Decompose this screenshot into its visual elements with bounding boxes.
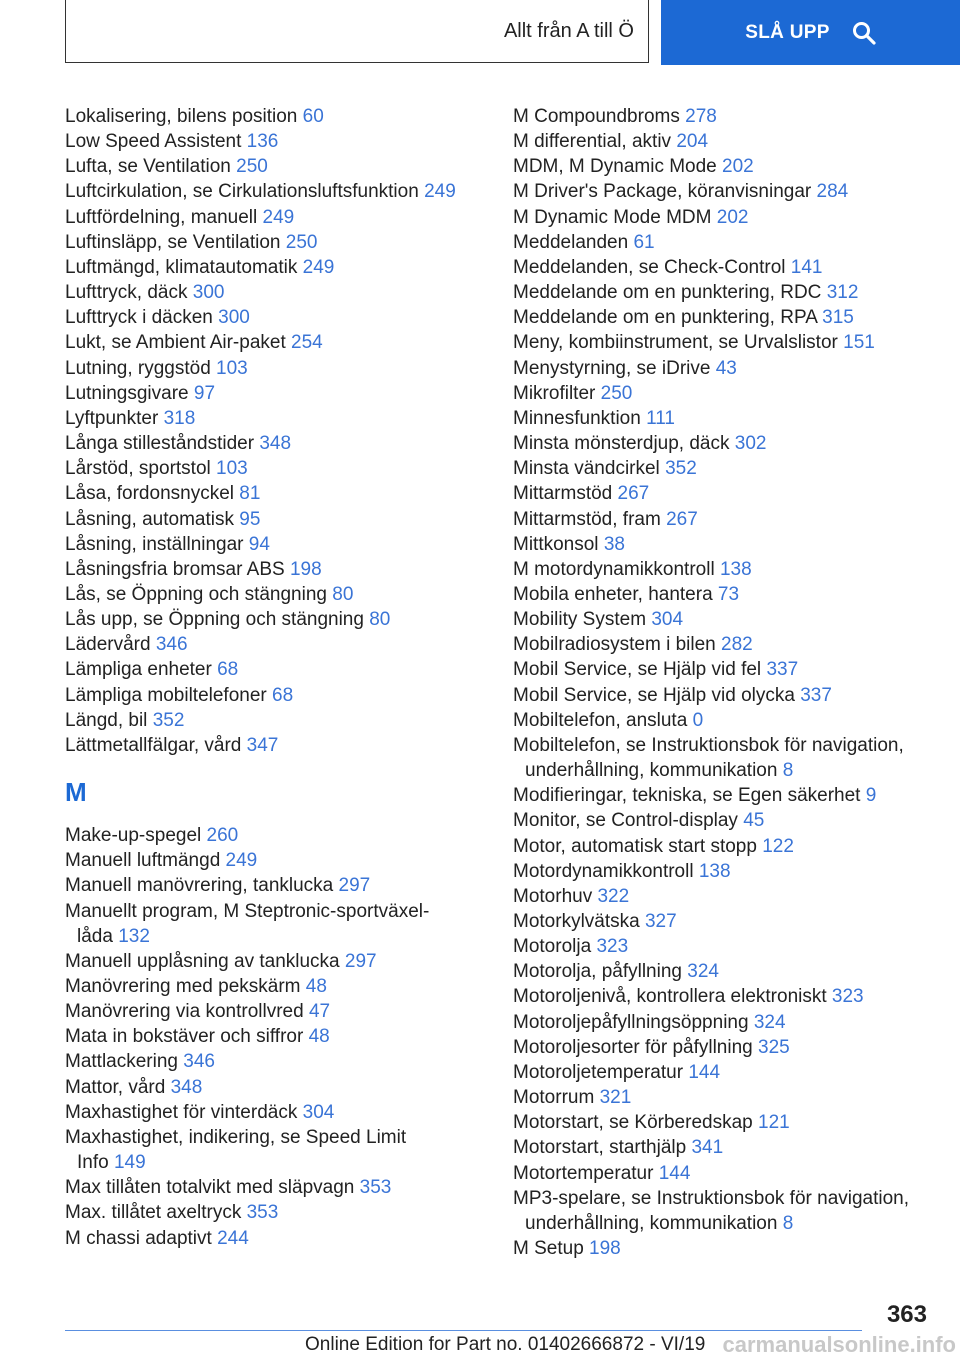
entry-text: Lämpliga enheter bbox=[65, 659, 212, 681]
entry-text: Mobil Service, se Hjälp vid olycka bbox=[513, 684, 795, 706]
entry-text: Mobiltelefon, ansluta bbox=[513, 709, 688, 731]
page-link[interactable]: 352 bbox=[665, 458, 697, 480]
entry-text: Minnesfunktion bbox=[513, 407, 641, 429]
entry-text: Motorkylvätska bbox=[513, 911, 640, 932]
entry-text: Lättmetallfälgar, vård bbox=[65, 734, 242, 756]
entry-text: Manuell luftmängd bbox=[65, 850, 221, 872]
entry-text: Motordynamikkontroll bbox=[513, 860, 694, 882]
page-link[interactable]: 249 bbox=[262, 206, 295, 228]
page-link[interactable]: 250 bbox=[600, 382, 633, 404]
entry-text: MP3-spelare, se Instruktionsbok för navigation, bbox=[513, 1187, 910, 1209]
page-link[interactable]: 304 bbox=[651, 609, 684, 631]
page-link[interactable]: 312 bbox=[826, 282, 859, 304]
index-entry bbox=[513, 632, 953, 657]
page-link[interactable]: 315 bbox=[822, 307, 854, 329]
page-link[interactable]: 8 bbox=[782, 1212, 794, 1234]
page-link[interactable]: 111 bbox=[646, 407, 675, 429]
page-link[interactable]: 68 bbox=[217, 659, 239, 681]
index-entry bbox=[513, 884, 953, 909]
index-entry bbox=[65, 733, 495, 758]
index-entry bbox=[65, 1226, 495, 1251]
entry-text: Modifieringar, tekniska, se Egen säkerhet bbox=[513, 785, 861, 807]
entry-text: Lufttryck, däck bbox=[65, 282, 188, 304]
index-entry bbox=[65, 179, 495, 204]
page-link[interactable]: 198 bbox=[289, 558, 322, 580]
footer-divider bbox=[65, 1330, 862, 1331]
index-entry bbox=[513, 104, 953, 129]
entry-text: Lyftpunkter bbox=[65, 407, 159, 429]
entry-text: Lokalisering, bilens position bbox=[65, 106, 298, 127]
page-link[interactable]: 80 bbox=[369, 609, 391, 631]
index-entry bbox=[65, 356, 495, 381]
page-link[interactable]: 81 bbox=[239, 483, 261, 505]
entry-text: MDM, M Dynamic Mode bbox=[513, 156, 717, 178]
entry-text: Maxhastighet, indikering, se Speed Limit bbox=[65, 1126, 407, 1148]
index-entry bbox=[513, 859, 953, 884]
entry-text: Låsningsfria bromsar ABS bbox=[65, 558, 285, 580]
entry-text: Lufttryck i däcken bbox=[65, 307, 213, 329]
entry-text: Menystyrning, se iDrive bbox=[513, 357, 711, 379]
entry-text: Motorrum bbox=[513, 1087, 595, 1109]
section-title: Allt från A till Ö bbox=[503, 19, 634, 42]
page-link[interactable]: 144 bbox=[688, 1061, 721, 1083]
page-link[interactable]: 136 bbox=[246, 131, 279, 153]
entry-text: Max tillåten totalvikt med släpvagn bbox=[65, 1177, 355, 1199]
page-link[interactable]: 327 bbox=[644, 911, 677, 932]
entry-text: Max. tillåtet axeltryck bbox=[65, 1202, 242, 1224]
entry-text: Minsta mönsterdjup, däck bbox=[513, 433, 730, 455]
index-entry bbox=[65, 949, 495, 974]
page-link[interactable]: 297 bbox=[344, 950, 377, 972]
entry-text: Låsning, automatisk bbox=[65, 508, 234, 530]
page-link[interactable]: 346 bbox=[155, 634, 188, 656]
entry-text: Lås, se Öppning och stängning bbox=[65, 583, 327, 605]
index-entry bbox=[513, 1035, 953, 1060]
entry-text: Meny, kombiinstrument, se Urvalslistor bbox=[513, 332, 838, 354]
entry-text: M chassi adaptivt bbox=[65, 1227, 212, 1249]
page-link[interactable]: 346 bbox=[183, 1051, 215, 1073]
page-link[interactable]: 267 bbox=[666, 508, 698, 530]
page-link[interactable]: 323 bbox=[831, 986, 864, 1008]
index-entry bbox=[65, 104, 495, 129]
index-entry bbox=[65, 899, 495, 949]
entry-text: Mobilradiosystem i bilen bbox=[513, 634, 716, 656]
lookup-button[interactable] bbox=[661, 0, 960, 65]
index-entry bbox=[65, 1049, 495, 1074]
page-link[interactable]: 323 bbox=[596, 936, 629, 958]
index-entry bbox=[65, 999, 495, 1024]
page-link[interactable]: 322 bbox=[597, 885, 630, 907]
index-entry bbox=[65, 657, 495, 682]
entry-text: M Setup bbox=[513, 1238, 584, 1260]
index-entry bbox=[513, 280, 953, 305]
index-entry bbox=[513, 683, 953, 708]
index-column-left bbox=[65, 104, 495, 1251]
index-entry bbox=[65, 129, 495, 154]
index-entry bbox=[513, 834, 953, 859]
entry-text: M Dynamic Mode MDM bbox=[513, 206, 712, 228]
entry-text: Mobila enheter, hantera bbox=[513, 583, 713, 605]
index-entry bbox=[513, 984, 953, 1009]
index-entry bbox=[513, 557, 953, 582]
entry-text: Luftfördelning, manuell bbox=[65, 206, 258, 228]
page-link[interactable]: 202 bbox=[716, 206, 749, 228]
page-link[interactable]: 9 bbox=[865, 785, 877, 807]
page-link[interactable]: 151 bbox=[843, 332, 875, 354]
index-entry bbox=[513, 1161, 953, 1186]
entry-text: Motorolja, påfyllning bbox=[513, 961, 682, 983]
entry-text: Mata in bokstäver och siffror bbox=[65, 1026, 304, 1048]
index-entry bbox=[65, 823, 495, 848]
page-link[interactable]: 300 bbox=[192, 282, 225, 304]
entry-text: Motoroljenivå, kontrollera elektroniskt bbox=[513, 986, 827, 1008]
index-entry bbox=[65, 205, 495, 230]
page-link[interactable]: 204 bbox=[676, 131, 709, 153]
index-entry bbox=[65, 280, 495, 305]
page-link[interactable]: 249 bbox=[302, 256, 335, 278]
index-entry bbox=[513, 1186, 953, 1236]
entry-text: Monitor, se Control-display bbox=[513, 810, 738, 832]
index-entry bbox=[513, 154, 953, 179]
entry-text: Motorstart, starthjälp bbox=[513, 1137, 687, 1159]
page-link[interactable]: 300 bbox=[218, 307, 250, 329]
entry-text: Låsa, fordonsnyckel bbox=[65, 483, 234, 505]
index-entry bbox=[513, 356, 953, 381]
index-entry bbox=[513, 406, 953, 431]
index-entry bbox=[513, 330, 953, 355]
entry-text: Maxhastighet för vinterdäck bbox=[65, 1101, 298, 1123]
index-entry bbox=[65, 330, 495, 355]
page-link[interactable]: 324 bbox=[753, 1011, 786, 1033]
index-entry bbox=[513, 1110, 953, 1135]
page-link[interactable]: 284 bbox=[816, 181, 849, 203]
page-link[interactable]: 122 bbox=[762, 835, 794, 857]
page-link[interactable]: 73 bbox=[717, 583, 740, 605]
entry-text: Meddelanden, se Check-Control bbox=[513, 256, 786, 278]
entry-text: Mattlackering bbox=[65, 1051, 178, 1073]
page-link[interactable]: 353 bbox=[359, 1177, 392, 1199]
page-link[interactable]: 352 bbox=[152, 709, 185, 731]
entry-text: Lufta, se Ventilation bbox=[65, 156, 231, 178]
entry-text: Lutning, ryggstöd bbox=[65, 357, 211, 379]
page-link[interactable]: 94 bbox=[248, 533, 270, 555]
index-entry bbox=[65, 532, 495, 557]
index-entry bbox=[513, 808, 953, 833]
page-link[interactable]: 138 bbox=[698, 860, 731, 882]
page-link[interactable]: 348 bbox=[259, 433, 292, 455]
page-link[interactable]: 304 bbox=[302, 1101, 335, 1123]
entry-text-continued: underhållning, kommunikation bbox=[525, 1212, 778, 1234]
page-link[interactable]: 347 bbox=[246, 734, 279, 756]
search-icon bbox=[852, 21, 876, 45]
entry-text: Low Speed Assistent bbox=[65, 131, 242, 153]
entry-text: M differential, aktiv bbox=[513, 131, 672, 153]
page-link[interactable]: 254 bbox=[291, 332, 323, 354]
entry-text: Lukt, se Ambient Air-paket bbox=[65, 332, 286, 354]
index-entry bbox=[513, 934, 953, 959]
entry-text: Mobil Service, se Hjälp vid fel bbox=[513, 659, 762, 681]
entry-text: Lämpliga mobiltelefoner bbox=[65, 684, 267, 706]
index-entry bbox=[513, 1085, 953, 1110]
page-link[interactable]: 47 bbox=[308, 1001, 331, 1023]
page-link[interactable]: 103 bbox=[216, 357, 248, 379]
entry-text: Mobiltelefon, se Instruktionsbok för navigation, bbox=[513, 734, 904, 756]
page-link[interactable]: 321 bbox=[599, 1087, 632, 1109]
index-entry bbox=[65, 708, 495, 733]
index-entry bbox=[513, 959, 953, 984]
index-entry bbox=[65, 848, 495, 873]
page-link[interactable]: 132 bbox=[118, 925, 150, 947]
page-link[interactable]: 60 bbox=[302, 106, 324, 127]
page-link[interactable]: 48 bbox=[305, 976, 327, 997]
index-letter-heading: M bbox=[65, 777, 87, 808]
index-entry bbox=[65, 683, 495, 708]
page-link[interactable]: 95 bbox=[239, 508, 261, 530]
index-entry bbox=[513, 230, 953, 255]
entry-text: Manövrering med pekskärm bbox=[65, 976, 301, 997]
index-entry bbox=[65, 381, 495, 406]
page-link[interactable]: 353 bbox=[246, 1202, 279, 1224]
entry-text-continued: Info bbox=[77, 1152, 109, 1174]
index-entry bbox=[65, 230, 495, 255]
page-link[interactable]: 80 bbox=[332, 583, 354, 605]
entry-text: M Compoundbroms bbox=[513, 106, 680, 127]
index-entry bbox=[513, 1236, 953, 1261]
page-link[interactable]: 141 bbox=[790, 256, 823, 278]
entry-text: Manövrering via kontrollvred bbox=[65, 1001, 304, 1023]
entry-text: Motoroljesorter för påfyllning bbox=[513, 1036, 753, 1058]
index-entry bbox=[513, 582, 953, 607]
index-entry bbox=[513, 381, 953, 406]
entry-text: Luftinsläpp, se Ventilation bbox=[65, 231, 281, 253]
page-link[interactable]: 324 bbox=[687, 961, 719, 983]
page-link[interactable]: 302 bbox=[734, 433, 767, 455]
entry-text: Meddelande om en punktering, RPA bbox=[513, 307, 817, 329]
entry-text: Lädervård bbox=[65, 634, 151, 656]
entry-text-continued: låda bbox=[77, 925, 113, 947]
index-entry bbox=[65, 1125, 495, 1175]
page-link[interactable]: 138 bbox=[719, 558, 752, 580]
entry-text: M Driver's Package, köranvisningar bbox=[513, 181, 812, 203]
entry-text: M motordynamikkontroll bbox=[513, 558, 715, 580]
entry-text: Manuell manövrering, tanklucka bbox=[65, 875, 334, 897]
page-link[interactable]: 249 bbox=[424, 181, 456, 203]
page-link[interactable]: 61 bbox=[633, 231, 655, 253]
page-link[interactable]: 278 bbox=[685, 106, 717, 127]
index-entry bbox=[513, 1060, 953, 1085]
page-link[interactable]: 250 bbox=[285, 231, 318, 253]
page-link[interactable]: 45 bbox=[743, 810, 765, 832]
index-entry bbox=[65, 1100, 495, 1125]
page-link[interactable]: 250 bbox=[236, 156, 268, 178]
index-column-right bbox=[513, 104, 953, 1261]
page-link[interactable]: 97 bbox=[193, 382, 216, 404]
entry-text: Meddelanden bbox=[513, 231, 629, 253]
page-link[interactable]: 267 bbox=[617, 483, 650, 505]
page-link[interactable]: 260 bbox=[206, 825, 239, 847]
index-entry bbox=[65, 1175, 495, 1200]
index-entry bbox=[513, 507, 953, 532]
page-link[interactable]: 43 bbox=[715, 357, 737, 379]
index-entry bbox=[513, 255, 953, 280]
index-entry bbox=[513, 305, 953, 330]
page-link[interactable]: 337 bbox=[766, 659, 799, 681]
entry-text: Motoroljetemperatur bbox=[513, 1061, 684, 1083]
index-entry bbox=[65, 507, 495, 532]
entry-text: Lårstöd, sportstol bbox=[65, 458, 211, 480]
index-entry bbox=[65, 557, 495, 582]
index-entry bbox=[513, 1010, 953, 1035]
index-entry bbox=[65, 607, 495, 632]
index-entry bbox=[513, 708, 953, 733]
index-entry bbox=[513, 532, 953, 557]
entry-text: Mittkonsol bbox=[513, 533, 599, 555]
page-link[interactable]: 341 bbox=[691, 1137, 724, 1159]
entry-text: Make-up-spegel bbox=[65, 825, 202, 847]
page-link[interactable]: 282 bbox=[721, 634, 753, 656]
index-entry bbox=[65, 406, 495, 431]
entry-text-continued: underhållning, kommunikation bbox=[525, 760, 778, 782]
entry-text: Lutningsgivare bbox=[65, 382, 189, 404]
entry-text: Luftcirkulation, se Cirkulationsluftsfunktion bbox=[65, 181, 419, 203]
index-entry bbox=[65, 632, 495, 657]
entry-text: Motorhuv bbox=[513, 885, 593, 907]
page-link[interactable]: 325 bbox=[758, 1036, 790, 1058]
index-entry bbox=[513, 607, 953, 632]
page-link[interactable]: 121 bbox=[758, 1112, 790, 1134]
index-entry bbox=[513, 129, 953, 154]
page-link[interactable]: 318 bbox=[163, 407, 196, 429]
entry-text: Luftmängd, klimatautomatik bbox=[65, 256, 298, 278]
entry-text: Mobility System bbox=[513, 609, 647, 631]
entry-text: Motortemperatur bbox=[513, 1162, 654, 1184]
page-link[interactable]: 244 bbox=[217, 1227, 249, 1249]
section-header bbox=[65, 0, 649, 63]
page-link[interactable]: 202 bbox=[722, 156, 754, 178]
entry-text: Lås upp, se Öppning och stängning bbox=[65, 609, 364, 631]
entry-text: Längd, bil bbox=[65, 709, 148, 731]
index-entry bbox=[513, 481, 953, 506]
index-entry bbox=[513, 456, 953, 481]
page-link[interactable]: 8 bbox=[782, 760, 794, 782]
entry-text: Motor, automatisk start stopp bbox=[513, 835, 757, 857]
entry-text: Manuellt program, M Steptronic-sportväxel- bbox=[65, 900, 430, 922]
index-entry bbox=[65, 974, 495, 999]
edition-text: Online Edition for Part no. 01402666872 - VI/19 bbox=[305, 1334, 706, 1355]
watermark: carmanualsonline.info bbox=[722, 1332, 956, 1357]
entry-text: Motorstart, se Körberedskap bbox=[513, 1112, 753, 1134]
index-entry bbox=[65, 1024, 495, 1049]
page-link[interactable]: 144 bbox=[658, 1162, 691, 1184]
page-link[interactable]: 198 bbox=[589, 1238, 621, 1260]
index-entry bbox=[513, 657, 953, 682]
page-link[interactable]: 149 bbox=[113, 1152, 146, 1174]
index-entry bbox=[65, 1075, 495, 1100]
page-link[interactable]: 249 bbox=[225, 850, 258, 872]
entry-text: Mikrofilter bbox=[513, 382, 596, 404]
page-link[interactable]: 48 bbox=[308, 1026, 330, 1048]
index-entry bbox=[65, 1200, 495, 1225]
index-entry bbox=[65, 456, 495, 481]
index-entry bbox=[513, 783, 953, 808]
page-number: 363 bbox=[886, 1301, 927, 1328]
page-link[interactable]: 348 bbox=[170, 1076, 203, 1098]
page-link[interactable]: 337 bbox=[800, 684, 832, 706]
index-entry bbox=[65, 305, 495, 330]
entry-text: Låsning, inställningar bbox=[65, 533, 244, 555]
entry-text: Långa stilleståndstider bbox=[65, 433, 255, 455]
index-entry bbox=[513, 179, 953, 204]
entry-text: Mittarmstöd bbox=[513, 483, 613, 505]
lookup-label: SLÅ UPP bbox=[745, 21, 830, 43]
entry-text: Manuell upplåsning av tanklucka bbox=[65, 950, 340, 972]
index-entry bbox=[513, 431, 953, 456]
entry-text: Mittarmstöd, fram bbox=[513, 508, 661, 530]
page-link[interactable]: 38 bbox=[603, 533, 625, 555]
index-entry bbox=[65, 582, 495, 607]
index-entry bbox=[65, 431, 495, 456]
entry-text: Motoroljepåfyllningsöppning bbox=[513, 1011, 749, 1033]
page-link[interactable]: 0 bbox=[692, 709, 704, 731]
index-entry bbox=[65, 481, 495, 506]
index-entry bbox=[65, 154, 495, 179]
entry-text: Motorolja bbox=[513, 936, 592, 958]
page-link[interactable]: 297 bbox=[338, 875, 371, 897]
entry-text: Mattor, vård bbox=[65, 1076, 166, 1098]
entry-text: Minsta vändcirkel bbox=[513, 458, 660, 480]
page-link[interactable]: 68 bbox=[272, 684, 294, 706]
index-entry bbox=[513, 1135, 953, 1160]
index-entry bbox=[65, 873, 495, 898]
index-entry bbox=[513, 909, 953, 934]
index-entry bbox=[513, 733, 953, 783]
page-link[interactable]: 103 bbox=[216, 458, 248, 480]
entry-text: Meddelande om en punktering, RDC bbox=[513, 282, 822, 304]
index-entry bbox=[513, 205, 953, 230]
index-entry bbox=[65, 255, 495, 280]
